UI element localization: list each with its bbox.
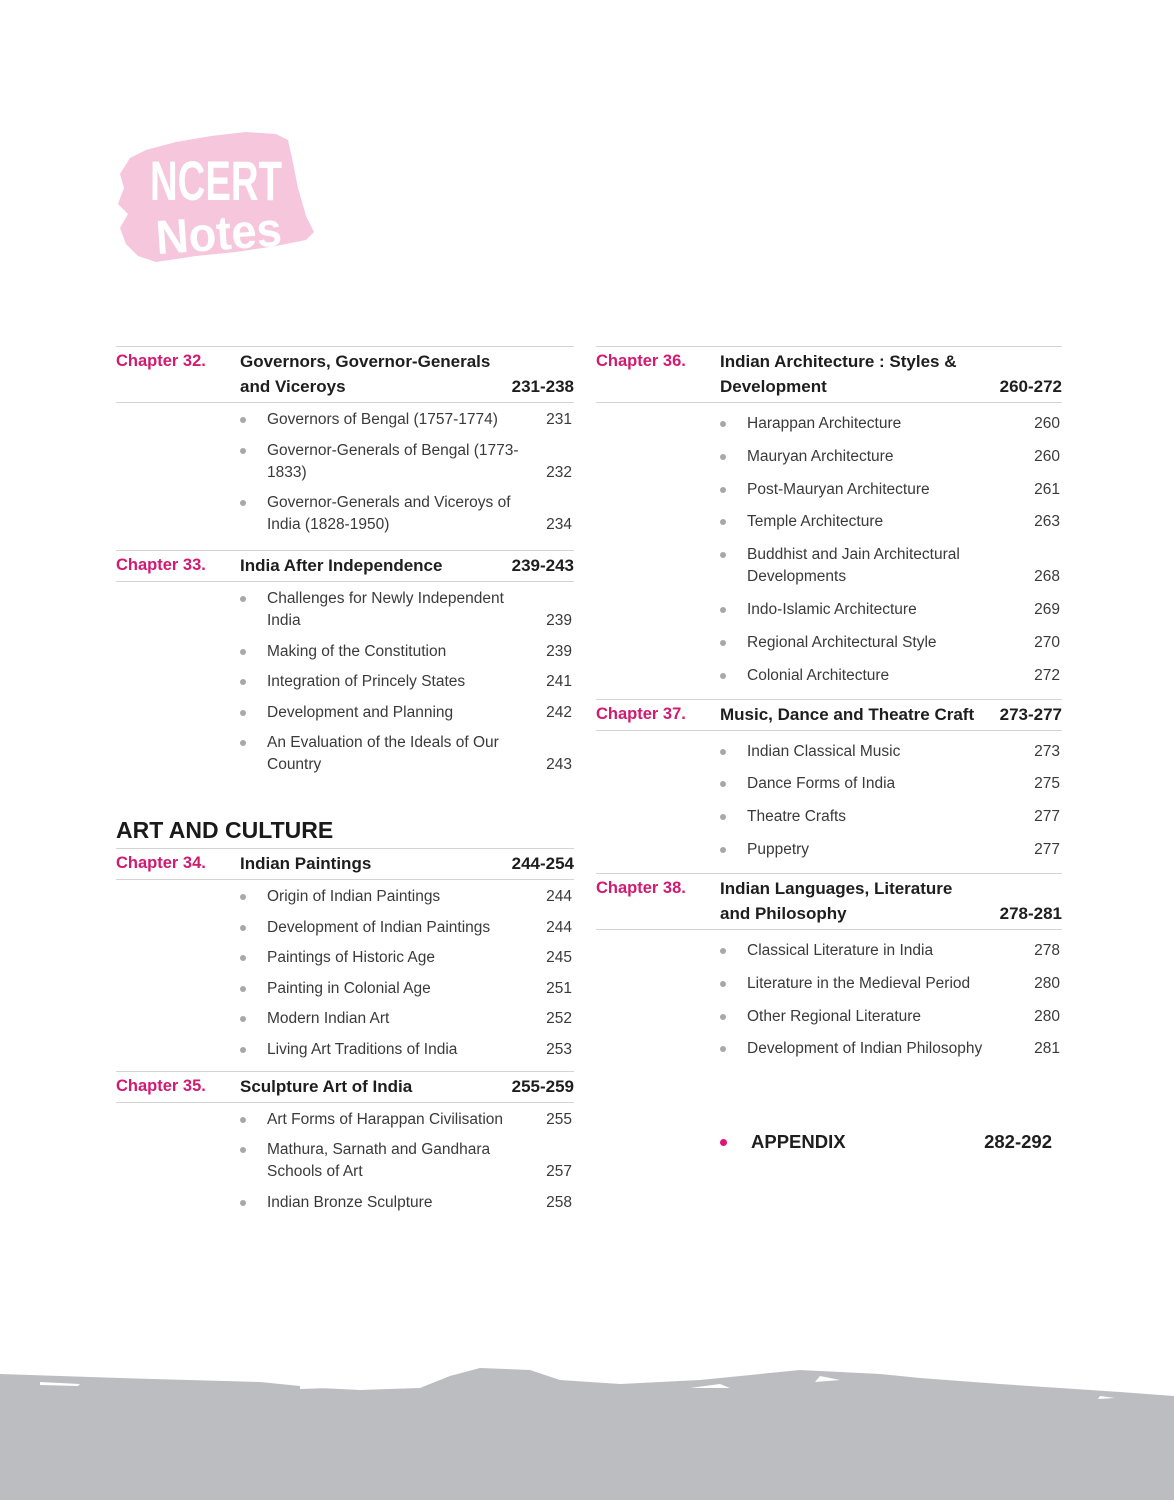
toc-right-column	[596, 346, 1062, 1071]
topic-list-item[interactable]	[240, 492, 574, 536]
bullet-dot-icon	[720, 1014, 726, 1020]
topic-list-item[interactable]	[720, 773, 1062, 795]
topic-title: Dance Forms of India	[747, 775, 896, 793]
chapter-topic-list	[116, 880, 574, 1061]
topic-list-item[interactable]	[240, 732, 574, 776]
topic-title: Development and Planning	[267, 703, 454, 721]
chapter-heading-row[interactable]	[116, 848, 574, 880]
chapter-page-range: 255-259	[511, 1076, 574, 1096]
chapter-title: Sculpture Art of India	[240, 1076, 413, 1096]
topic-page-number: 269	[1034, 600, 1060, 618]
svg-text:NCERT: NCERT	[150, 149, 282, 212]
topic-title: Colonial Architecture	[747, 666, 890, 684]
bullet-dot-icon	[240, 1117, 246, 1123]
topic-list-item[interactable]	[240, 440, 574, 484]
bullet-dot-icon	[720, 847, 726, 853]
bullet-dot-icon	[720, 454, 726, 460]
topic-page-number: 278	[1034, 941, 1060, 959]
topic-page-number: 244	[546, 918, 572, 936]
bullet-dot-icon	[240, 500, 246, 506]
topic-page-number: 260	[1034, 447, 1060, 465]
topic-page-number: 275	[1034, 775, 1060, 793]
topic-title: Regional Architectural Style	[747, 633, 937, 651]
topic-page-number: 260	[1034, 415, 1060, 432]
topic-title: Temple Architecture	[747, 513, 884, 531]
chapter-topic-list	[596, 403, 1062, 687]
topic-page-number: 268	[1034, 568, 1060, 586]
topic-list-item[interactable]	[720, 806, 1062, 828]
bullet-dot-icon	[720, 673, 726, 679]
bullet-dot-icon	[240, 925, 246, 931]
topic-list-item[interactable]	[720, 479, 1062, 501]
topic-title: Modern Indian Art	[267, 1010, 390, 1027]
topic-page-number: 257	[546, 1163, 572, 1180]
topic-page-number: 245	[546, 949, 572, 966]
topic-title: Living Art Traditions of India	[267, 1040, 458, 1058]
topic-title: Making of the Constitution	[267, 642, 447, 660]
topic-list-item[interactable]	[240, 409, 574, 431]
topic-page-number: 252	[546, 1010, 572, 1027]
bullet-dot-icon	[240, 740, 246, 746]
topic-page-number: 277	[1034, 808, 1060, 826]
chapter-title: Governors, Governor-Generals and Viceroys	[240, 352, 491, 396]
topic-title: Development of Indian Philosophy	[747, 1040, 983, 1058]
chapter-page-range: 244-254	[511, 854, 574, 873]
chapter-number: Chapter 32.	[116, 352, 206, 370]
topic-list-item[interactable]	[720, 839, 1062, 861]
chapter-heading-row[interactable]	[596, 873, 1062, 930]
chapter-heading-row[interactable]	[596, 699, 1062, 731]
topic-page-number: 261	[1034, 480, 1060, 498]
topic-title: Literature in the Medieval Period	[747, 974, 971, 992]
topic-title: Buddhist and Jain Architectural Developments	[747, 546, 960, 586]
bullet-dot-icon	[240, 679, 246, 685]
bullet-dot-icon	[240, 710, 246, 716]
bullet-dot-icon	[240, 596, 246, 602]
topic-list-item[interactable]	[240, 947, 574, 969]
topic-title: Indian Classical Music	[747, 742, 901, 760]
topic-page-number: 255	[546, 1110, 572, 1128]
topic-title: Mathura, Sarnath and Gandhara Schools of Art	[267, 1141, 491, 1180]
topic-page-number: 239	[546, 642, 572, 660]
topic-page-number: 251	[546, 979, 572, 997]
chapter-topic-list	[116, 1103, 574, 1214]
topic-list-item[interactable]	[720, 599, 1062, 621]
bullet-dot-icon	[720, 487, 726, 493]
chapter-number: Chapter 34.	[116, 854, 206, 872]
topic-list-item[interactable]	[720, 1038, 1062, 1060]
topic-title: Puppetry	[747, 840, 810, 858]
topic-title: Origin of Indian Paintings	[267, 888, 441, 905]
topic-list-item[interactable]	[240, 641, 574, 663]
topic-list-item[interactable]	[240, 886, 574, 908]
topic-list-item[interactable]	[720, 973, 1062, 995]
topic-title: An Evaluation of the Ideals of Our Country	[267, 734, 499, 773]
topic-page-number: 277	[1034, 840, 1060, 858]
toc-appendix-entry[interactable]	[720, 1131, 1052, 1153]
topic-title: Theatre Crafts	[747, 808, 847, 826]
topic-title: Other Regional Literature	[747, 1007, 922, 1025]
topic-title: Post-Mauryan Architecture	[747, 480, 930, 498]
topic-page-number: 239	[546, 612, 572, 629]
topic-page-number: 281	[1034, 1040, 1060, 1058]
topic-title: Indian Bronze Sculpture	[267, 1193, 433, 1211]
topic-list-item[interactable]	[240, 1109, 574, 1131]
bullet-dot-icon	[720, 640, 726, 646]
chapter-title: Indian Paintings	[240, 854, 372, 873]
topic-title: Development of Indian Paintings	[267, 918, 491, 936]
chapter-title: India After Independence	[240, 556, 443, 575]
topic-page-number: 273	[1034, 742, 1060, 760]
topic-page-number: 263	[1034, 513, 1060, 531]
footer-brush-band	[0, 1360, 1174, 1500]
bullet-dot-icon	[240, 649, 246, 655]
topic-title: Painting in Colonial Age	[267, 979, 431, 997]
toc-left-column	[116, 346, 574, 1222]
topic-list-item[interactable]	[720, 446, 1062, 468]
bullet-dot-icon	[240, 1016, 246, 1022]
chapter-heading-row[interactable]	[116, 550, 574, 582]
topic-title: Art Forms of Harappan Civilisation	[267, 1110, 504, 1128]
topic-title: Governor-Generals of Bengal (1773-1833)	[267, 441, 519, 481]
bullet-dot-icon	[240, 986, 246, 992]
topic-title: Harappan Architecture	[747, 415, 902, 432]
section-heading-art-and-culture: ART AND CULTURE	[116, 817, 334, 843]
chapter-heading-row[interactable]	[116, 1071, 574, 1103]
appendix-pages: 282-292	[984, 1131, 1052, 1152]
topic-list-item[interactable]	[720, 544, 1062, 588]
topic-list-item[interactable]	[720, 1006, 1062, 1028]
bullet-dot-icon	[720, 948, 726, 954]
chapter-topic-list	[596, 731, 1062, 861]
chapter-number: Chapter 38.	[596, 878, 686, 897]
bullet-dot-icon	[240, 1200, 246, 1206]
topic-page-number: 270	[1034, 633, 1060, 651]
topic-title: Mauryan Architecture	[747, 447, 894, 465]
topic-page-number: 232	[546, 463, 572, 481]
topic-list-item[interactable]	[720, 665, 1062, 687]
chapter-topic-list	[596, 930, 1062, 1060]
chapter-page-range: 273-277	[999, 704, 1062, 724]
topic-title: Governor-Generals and Viceroys of India (1828-1950)	[267, 494, 511, 533]
topic-list-item[interactable]	[720, 511, 1062, 533]
topic-list-item[interactable]	[240, 1192, 574, 1214]
topic-page-number: 231	[546, 411, 572, 428]
chapter-topic-list	[116, 403, 574, 536]
topic-list-item[interactable]	[240, 702, 574, 724]
chapter-page-range: 239-243	[511, 556, 574, 575]
topic-list-item[interactable]	[240, 1039, 574, 1061]
toc-chapter	[116, 1071, 574, 1214]
topic-list-item[interactable]	[240, 978, 574, 1000]
topic-page-number: 272	[1034, 666, 1060, 684]
topic-title: Paintings of Historic Age	[267, 949, 436, 966]
bullet-dot-icon	[240, 417, 246, 423]
topic-title: Governors of Bengal (1757-1774)	[267, 411, 498, 428]
topic-list-item[interactable]	[720, 940, 1062, 962]
bullet-dot-icon	[240, 448, 246, 454]
chapter-number: Chapter 36.	[596, 352, 686, 370]
chapter-heading-row[interactable]	[116, 346, 574, 403]
topic-page-number: 280	[1034, 974, 1060, 992]
topic-page-number: 253	[546, 1040, 572, 1058]
chapter-number: Chapter 33.	[116, 556, 206, 574]
topic-list-item[interactable]	[720, 632, 1062, 654]
topic-title: Integration of Princely States	[267, 673, 466, 690]
chapter-page-range: 231-238	[511, 377, 574, 396]
toc-chapter	[596, 699, 1062, 861]
bullet-dot-icon	[240, 955, 246, 961]
chapter-title: Music, Dance and Theatre Craft	[720, 704, 975, 724]
bullet-dot-icon	[720, 749, 726, 755]
topic-list-item[interactable]	[720, 741, 1062, 763]
toc-chapter	[116, 550, 574, 776]
ncert-notes-logo	[116, 128, 316, 264]
topic-page-number: 280	[1034, 1007, 1060, 1025]
topic-page-number: 242	[546, 703, 572, 721]
bullet-dot-icon	[240, 894, 246, 900]
logo-brush-icon	[116, 128, 316, 264]
bullet-dot-icon	[720, 981, 726, 987]
toc-chapter	[116, 848, 574, 1061]
bullet-dot-icon	[720, 421, 726, 427]
chapter-page-range: 278-281	[999, 903, 1062, 923]
topic-list-item[interactable]	[240, 1008, 574, 1030]
topic-title: Classical Literature in India	[747, 941, 934, 959]
topic-list-item[interactable]	[240, 1139, 574, 1183]
chapter-number: Chapter 37.	[596, 704, 686, 723]
topic-page-number: 234	[546, 516, 572, 533]
toc-chapter	[116, 346, 574, 536]
topic-page-number: 258	[546, 1193, 572, 1211]
bullet-dot-icon	[720, 607, 726, 613]
topic-page-number: 244	[546, 888, 572, 905]
bullet-dot-icon	[720, 1139, 727, 1146]
toc-chapter	[596, 346, 1062, 687]
topic-list-item[interactable]	[720, 413, 1062, 435]
chapter-heading-row[interactable]	[596, 346, 1062, 403]
topic-page-number: 243	[546, 756, 572, 773]
bullet-dot-icon	[240, 1047, 246, 1053]
chapter-page-range: 260-272	[999, 377, 1062, 396]
brush-stroke-icon	[0, 1360, 1174, 1500]
topic-list-item[interactable]	[240, 671, 574, 693]
topic-title: Challenges for Newly Independent India	[267, 590, 504, 629]
appendix-label: APPENDIX	[751, 1131, 846, 1152]
chapter-title: Indian Languages, Literature and Philosophy	[720, 878, 953, 923]
svg-text:Notes: Notes	[154, 202, 291, 266]
chapter-topic-list	[116, 582, 574, 776]
topic-list-item[interactable]	[240, 917, 574, 939]
chapter-number: Chapter 35.	[116, 1076, 206, 1095]
topic-title: Indo-Islamic Architecture	[747, 600, 917, 618]
chapter-title: Indian Architecture : Styles & Development	[720, 352, 957, 396]
topic-page-number: 241	[546, 673, 572, 690]
toc-chapter	[596, 873, 1062, 1060]
bullet-dot-icon	[240, 1147, 246, 1153]
topic-list-item[interactable]	[240, 588, 574, 632]
